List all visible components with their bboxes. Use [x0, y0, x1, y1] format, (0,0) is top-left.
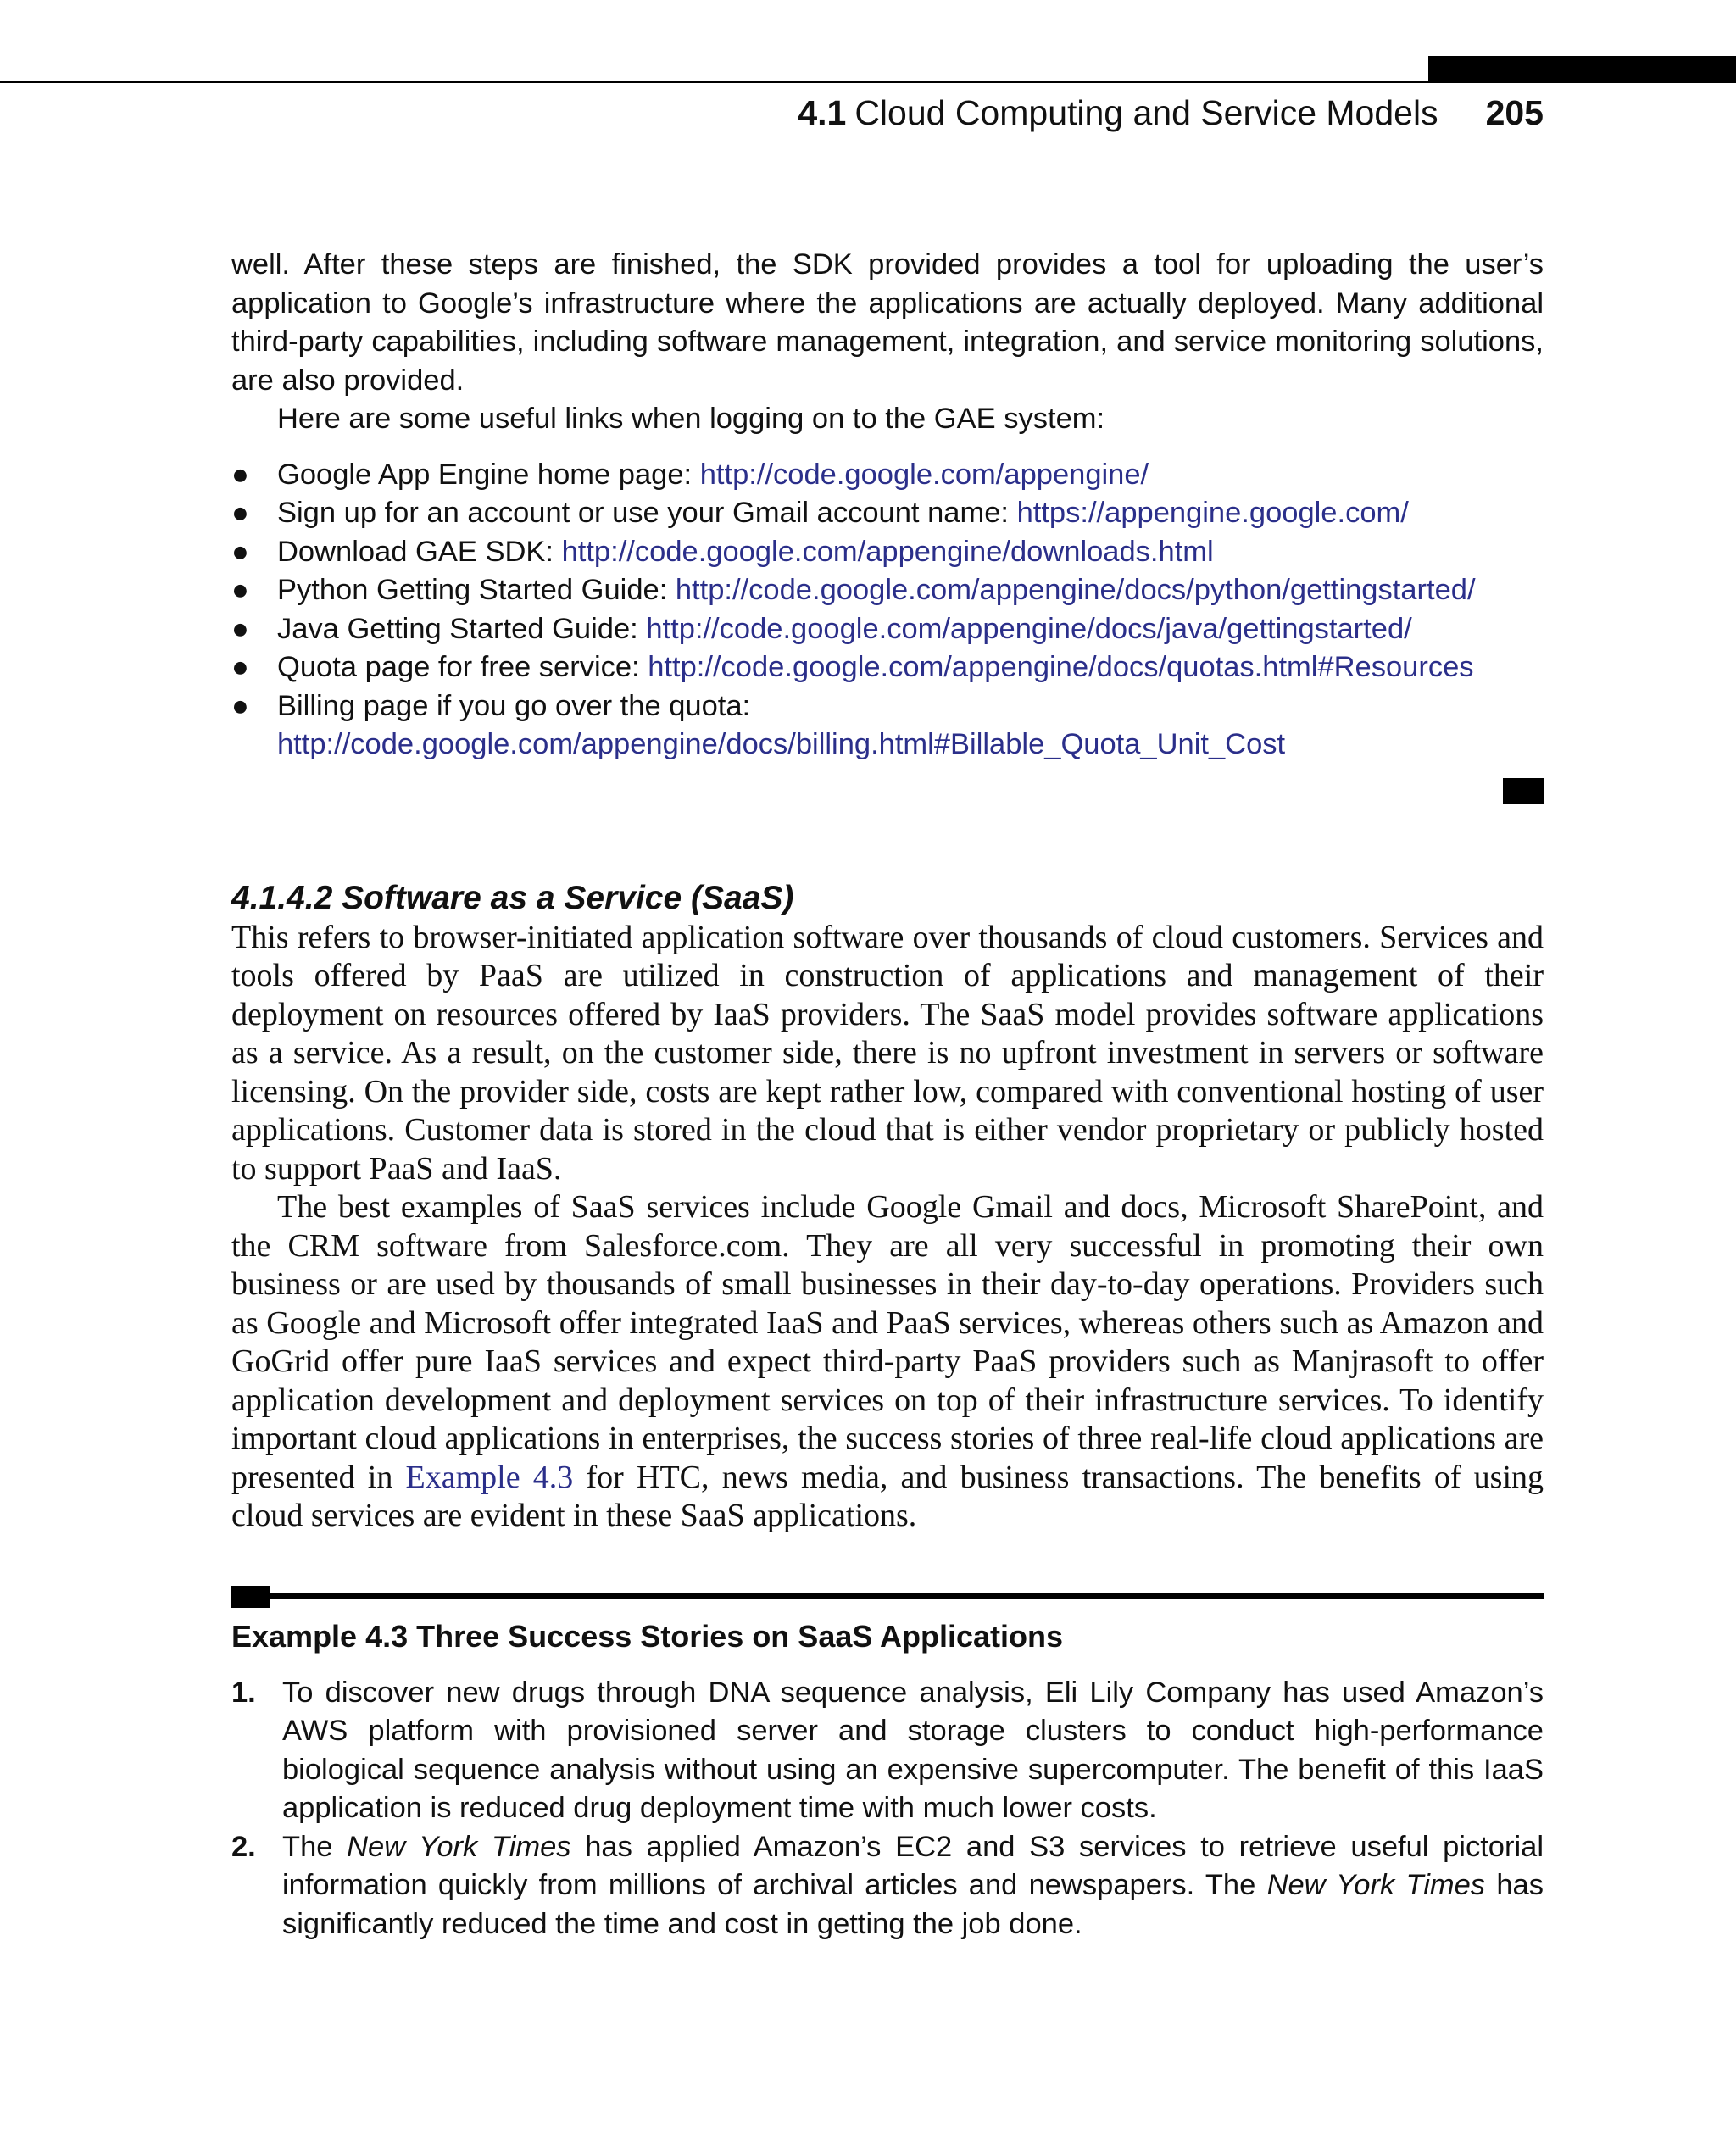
link-label: Quota page for free service: — [277, 651, 640, 683]
link-label: Java Getting Started Guide: — [277, 612, 638, 645]
bullet-icon: ● — [231, 689, 249, 722]
example-4-3-crossref-link[interactable]: Example 4.3 — [405, 1459, 574, 1495]
bullet-icon: ● — [231, 612, 249, 645]
saas-paragraph-1: This refers to browser-initiated application software over thousands of cloud customers. Services and tools offered by PaaS are utilized in construction of applications and management of their deployment on resources offered by IaaS providers. The SaaS model provides software applications as a service. As a result, on the customer side, there is no upfront investment in servers or software licensing. On the provider side, costs are kept rather low, compared with conventional hosting of user applications. Customer data is stored in the cloud that is either vendor proprietary or publicly hosted to support PaaS and IaaS. — [231, 919, 1544, 1187]
link-billing-page[interactable]: http://code.google.com/appengine/docs/billing.html#Billable_Quota_Unit_Cost — [277, 728, 1286, 760]
list-item — [231, 571, 1544, 610]
link-label: Download GAE SDK: — [277, 535, 554, 568]
list-item — [231, 1674, 1544, 1828]
example-divider-bar — [231, 1593, 1544, 1599]
page-body — [231, 246, 1544, 1944]
bullet-icon: ● — [231, 574, 249, 606]
list-item — [231, 648, 1544, 687]
bullet-icon: ● — [231, 458, 249, 491]
bullet-icon: ● — [231, 535, 249, 568]
link-appengine-signup[interactable]: https://appengine.google.com/ — [1016, 497, 1409, 529]
publication-name: New York Times — [347, 1830, 571, 1863]
example-title: Example 4.3 Three Success Stories on SaaS Applications — [231, 1618, 1064, 1654]
publication-name: New York Times — [1266, 1869, 1486, 1901]
running-head-section-number: 4.1 — [798, 93, 847, 132]
bullet-icon: ● — [231, 651, 249, 683]
link-java-guide[interactable]: http://code.google.com/appengine/docs/java/gettingstarted/ — [646, 612, 1412, 645]
list-item — [231, 1828, 1544, 1944]
saas-paragraph-2-text-end: for HTC, news media, and business transactions. The benefits of using cloud services are evident in these SaaS applications. — [231, 1459, 1544, 1533]
story-text: To discover new drugs through DNA sequence analysis, Eli Lily Company has used Amazon’s AWS platform with provisioned server and storage clusters to conduct high-performance biological sequence analysis without using an expensive supercomputer. The benefit of this IaaS application is reduced drug deployment time with much lower costs. — [282, 1676, 1544, 1824]
list-item — [231, 610, 1544, 649]
link-label: Python Getting Started Guide: — [277, 574, 668, 606]
link-sdk-download[interactable]: http://code.google.com/appengine/downloads.html — [561, 535, 1214, 568]
link-appengine-home[interactable]: http://code.google.com/appengine/ — [699, 458, 1149, 491]
saas-paragraph-2 — [231, 1188, 1544, 1536]
link-label: Google App Engine home page: — [277, 458, 693, 491]
end-of-box-marker — [1503, 778, 1544, 804]
intro-paragraph: well. After these steps are finished, the SDK provided provides a tool for uploading the user’s application to Google’s infrastructure where the applications are actually deployed. Many additional third-party capabilities, including software management, integration, and service monitoring solutions, are also provided. — [231, 248, 1544, 397]
example-divider — [231, 1582, 1544, 1608]
links-lead: Here are some useful links when logging on to the GAE system: — [277, 403, 1105, 435]
link-quota-page[interactable]: http://code.google.com/appengine/docs/quotas.html#Resources — [648, 651, 1474, 683]
running-head — [798, 93, 1544, 133]
page-number: 205 — [1485, 93, 1544, 132]
list-item — [231, 687, 1544, 765]
gae-links-list — [231, 456, 1544, 765]
saas-heading: 4.1.4.2 Software as a Service (SaaS) — [231, 879, 794, 916]
running-head-section-title: Cloud Computing and Service Models — [854, 93, 1438, 132]
list-item — [231, 456, 1544, 495]
story-text: has applied Amazon’s EC2 and S3 services to retrieve useful pictorial information quickly from millions of archival articles and newspapers. The — [282, 1830, 1544, 1901]
list-item — [231, 533, 1544, 572]
link-label: Sign up for an account or use your Gmail account name: — [277, 497, 1009, 529]
success-stories-list — [231, 1674, 1544, 1944]
story-text: The — [282, 1830, 348, 1863]
list-item — [231, 494, 1544, 533]
saas-paragraph-2-text: The best examples of SaaS services include Google Gmail and docs, Microsoft SharePoint, and the CRM software from Salesforce.com. They are all very successful in promoting their own business or are used by thousands of small businesses in their day-to-day operations. Providers such as Google and Microsoft offer integrated IaaS and PaaS services, whereas others such as Amazon and GoGrid offer pure IaaS services and expect third-party PaaS providers such as Manjrasoft to offer application development and deployment services on top of their infrastructure services. To identify important cloud applications in enterprises, the success stories of three real-life cloud applications are presented in — [231, 1189, 1544, 1495]
bullet-icon: ● — [231, 497, 249, 529]
link-label: Billing page if you go over the quota: — [277, 689, 751, 722]
item-number: 2. — [231, 1830, 256, 1863]
example-divider-block — [231, 1586, 270, 1608]
story-text: has significantly reduced the time and cost in getting the job done. — [282, 1869, 1544, 1940]
item-number: 1. — [231, 1676, 256, 1709]
link-python-guide[interactable]: http://code.google.com/appengine/docs/python/gettingstarted/ — [675, 574, 1476, 606]
header-corner-tab — [1428, 56, 1736, 83]
